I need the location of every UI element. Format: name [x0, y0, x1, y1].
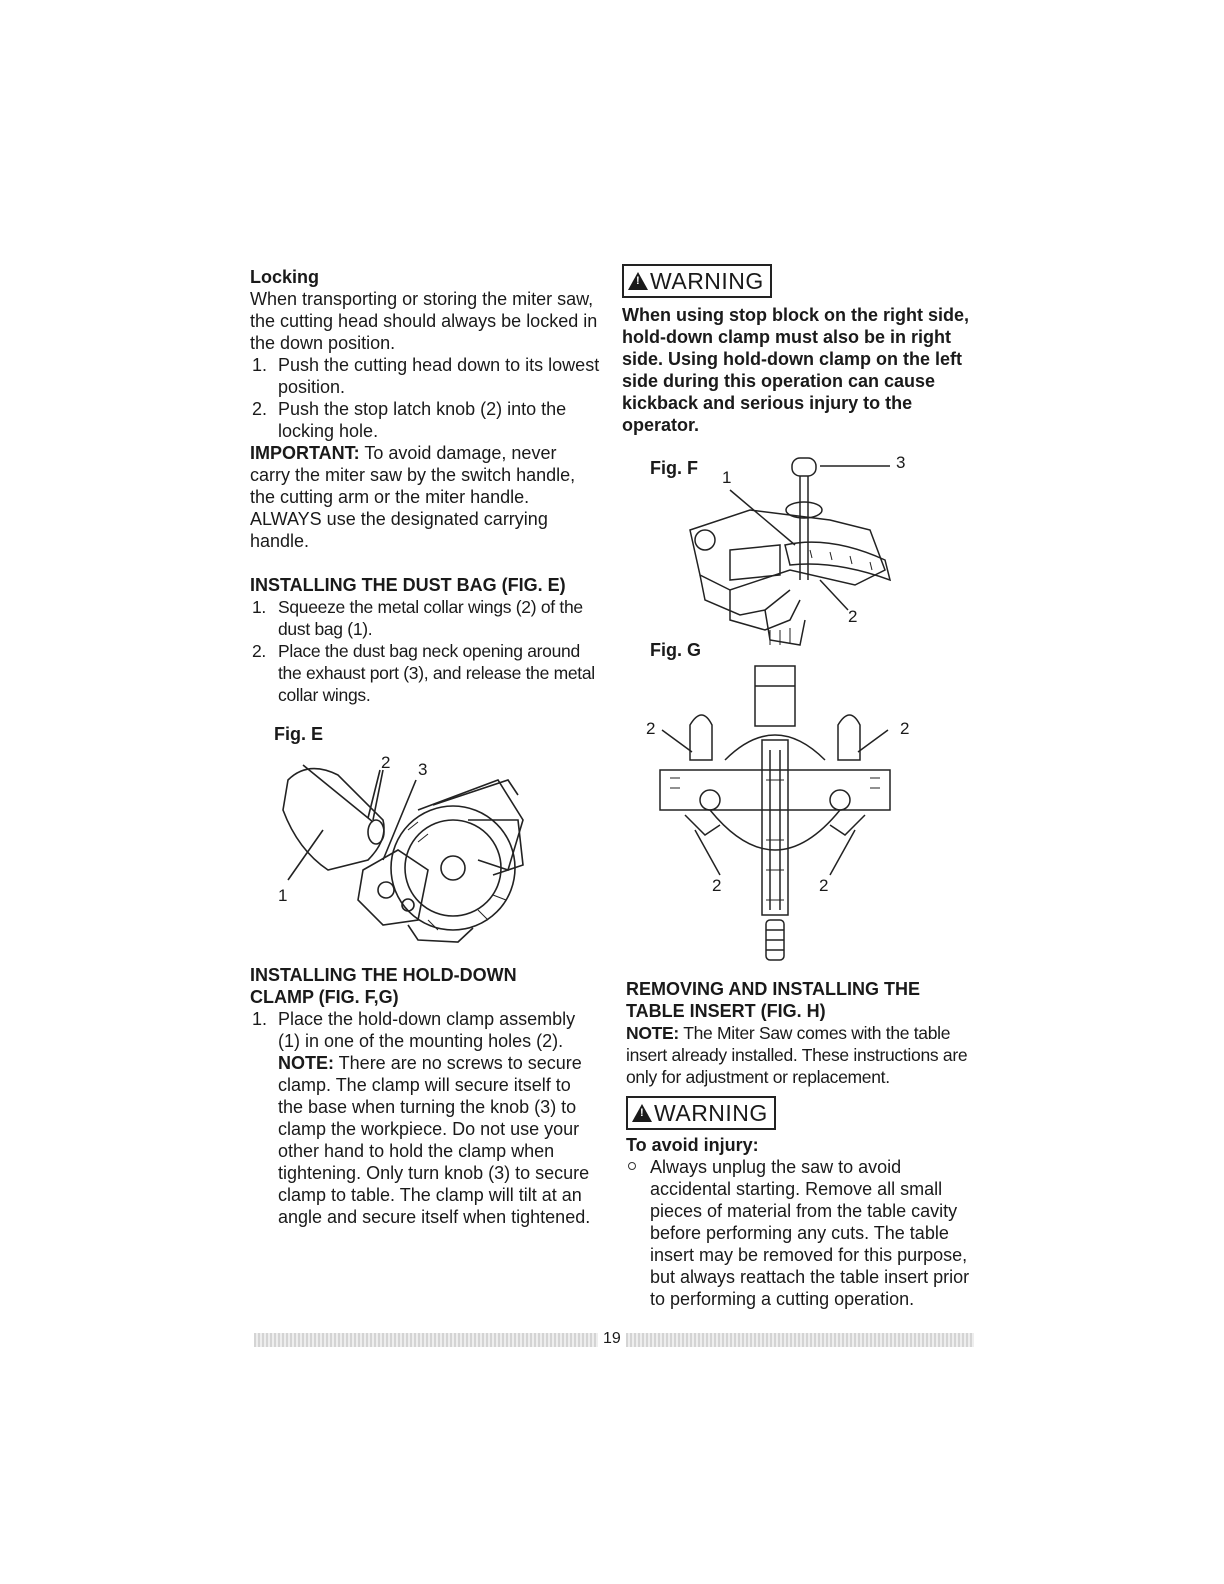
fig-g-label: Fig. G — [650, 640, 701, 660]
holddown-heading: INSTALLING THE HOLD-DOWN CLAMP (FIG. F,G) — [250, 965, 517, 1007]
dustbag-heading: INSTALLING THE DUST BAG (FIG. E) — [250, 575, 566, 595]
fig-e-callout-1: 1 — [278, 886, 288, 905]
fig-g-callout-2c: 2 — [712, 876, 722, 895]
left-column — [250, 266, 600, 706]
table-insert-heading: REMOVING AND INSTALLING THE TABLE INSERT (FIG. H) — [626, 979, 920, 1021]
holddown-section — [250, 964, 600, 1228]
list-item: 1. Push the cutting head down to its lowest position. — [252, 355, 600, 397]
page-number: 19 — [603, 1330, 621, 1347]
holddown-note-label: NOTE: — [278, 1053, 334, 1073]
fig-f-hold-down-clamp-illustration — [670, 450, 900, 660]
important-label: IMPORTANT: — [250, 443, 360, 463]
warning-box: !WARNING — [622, 264, 772, 298]
holddown-steps — [250, 1008, 600, 1228]
fig-f-callout-2: 2 — [848, 607, 858, 626]
footer-rule-left — [254, 1333, 598, 1347]
fig-f-callout-1: 1 — [722, 468, 732, 487]
important-paragraph: IMPORTANT: To avoid damage, never carry the miter saw by the switch handle, the cutting arm or the miter handle. ALWAYS use the designated carrying handle. — [250, 443, 576, 551]
table-insert-section — [626, 978, 976, 1310]
fig-g-top-view-illustration — [650, 660, 900, 970]
fig-e-callout-3: 3 — [418, 760, 428, 779]
fig-g-callout-2d: 2 — [819, 876, 829, 895]
list-item: 1. Squeeze the metal collar wings (2) of the dust bag (1). — [252, 597, 583, 639]
fig-f-callout-3: 3 — [896, 453, 906, 472]
list-item: 1. Place the hold-down clamp assembly (1) in one of the mounting holes (2). NOTE: There are no screws to secure clamp. The clamp will secure itself to the base when turning the knob (3) to clamp the workpiece. Do not use your other hand to hold the clamp when tightening. Only turn knob (3) to secure clamp to table. The clamp will tilt at an angle and secure itself when tightened. — [252, 1009, 591, 1227]
fig-e-label: Fig. E — [274, 724, 323, 744]
list-item: 2. Push the stop latch knob (2) into the locking hole. — [252, 399, 567, 441]
warning-triangle-icon — [628, 272, 648, 290]
fig-f-label: Fig. F — [650, 458, 698, 478]
locking-text: When transporting or storing the miter saw, the cutting head should always be locked in the down position. — [250, 289, 598, 353]
avoid-injury-heading: To avoid injury: — [626, 1135, 759, 1155]
right-column — [622, 264, 982, 436]
bullet-icon — [628, 1162, 636, 1170]
table-note: NOTE: The Miter Saw comes with the table insert already installed. These instructions are only for adjustment or replacement. — [626, 1023, 968, 1087]
locking-steps — [250, 354, 600, 442]
warning-text: When using stop block on the right side, hold-down clamp must also be in right side. Using hold-down clamp on the left side during this operation can cause kickback and serious injury to the operator. — [622, 305, 970, 435]
fig-g-callout-2b: 2 — [900, 719, 910, 738]
fig-e-callout-2: 2 — [381, 753, 391, 772]
footer-rule-right — [626, 1333, 974, 1347]
avoid-injury-bullet-item: Always unplug the saw to avoid accidental starting. Remove all small pieces of material from the table cavity before performing any cuts. The table insert may be removed for this purpose, but always reattach the table insert prior to performing a cutting operation. — [626, 1156, 976, 1310]
warning-box-2: !WARNING — [626, 1096, 776, 1130]
dustbag-steps — [250, 596, 600, 706]
fig-e-dust-bag-illustration — [268, 750, 538, 950]
table-note-label: NOTE: — [626, 1023, 679, 1043]
fig-g-callout-2a: 2 — [646, 719, 656, 738]
warning-triangle-icon — [632, 1104, 652, 1122]
locking-heading: Locking — [250, 267, 320, 287]
list-item: 2. Place the dust bag neck opening around the exhaust port (3), and release the metal collar wings. — [252, 641, 595, 705]
